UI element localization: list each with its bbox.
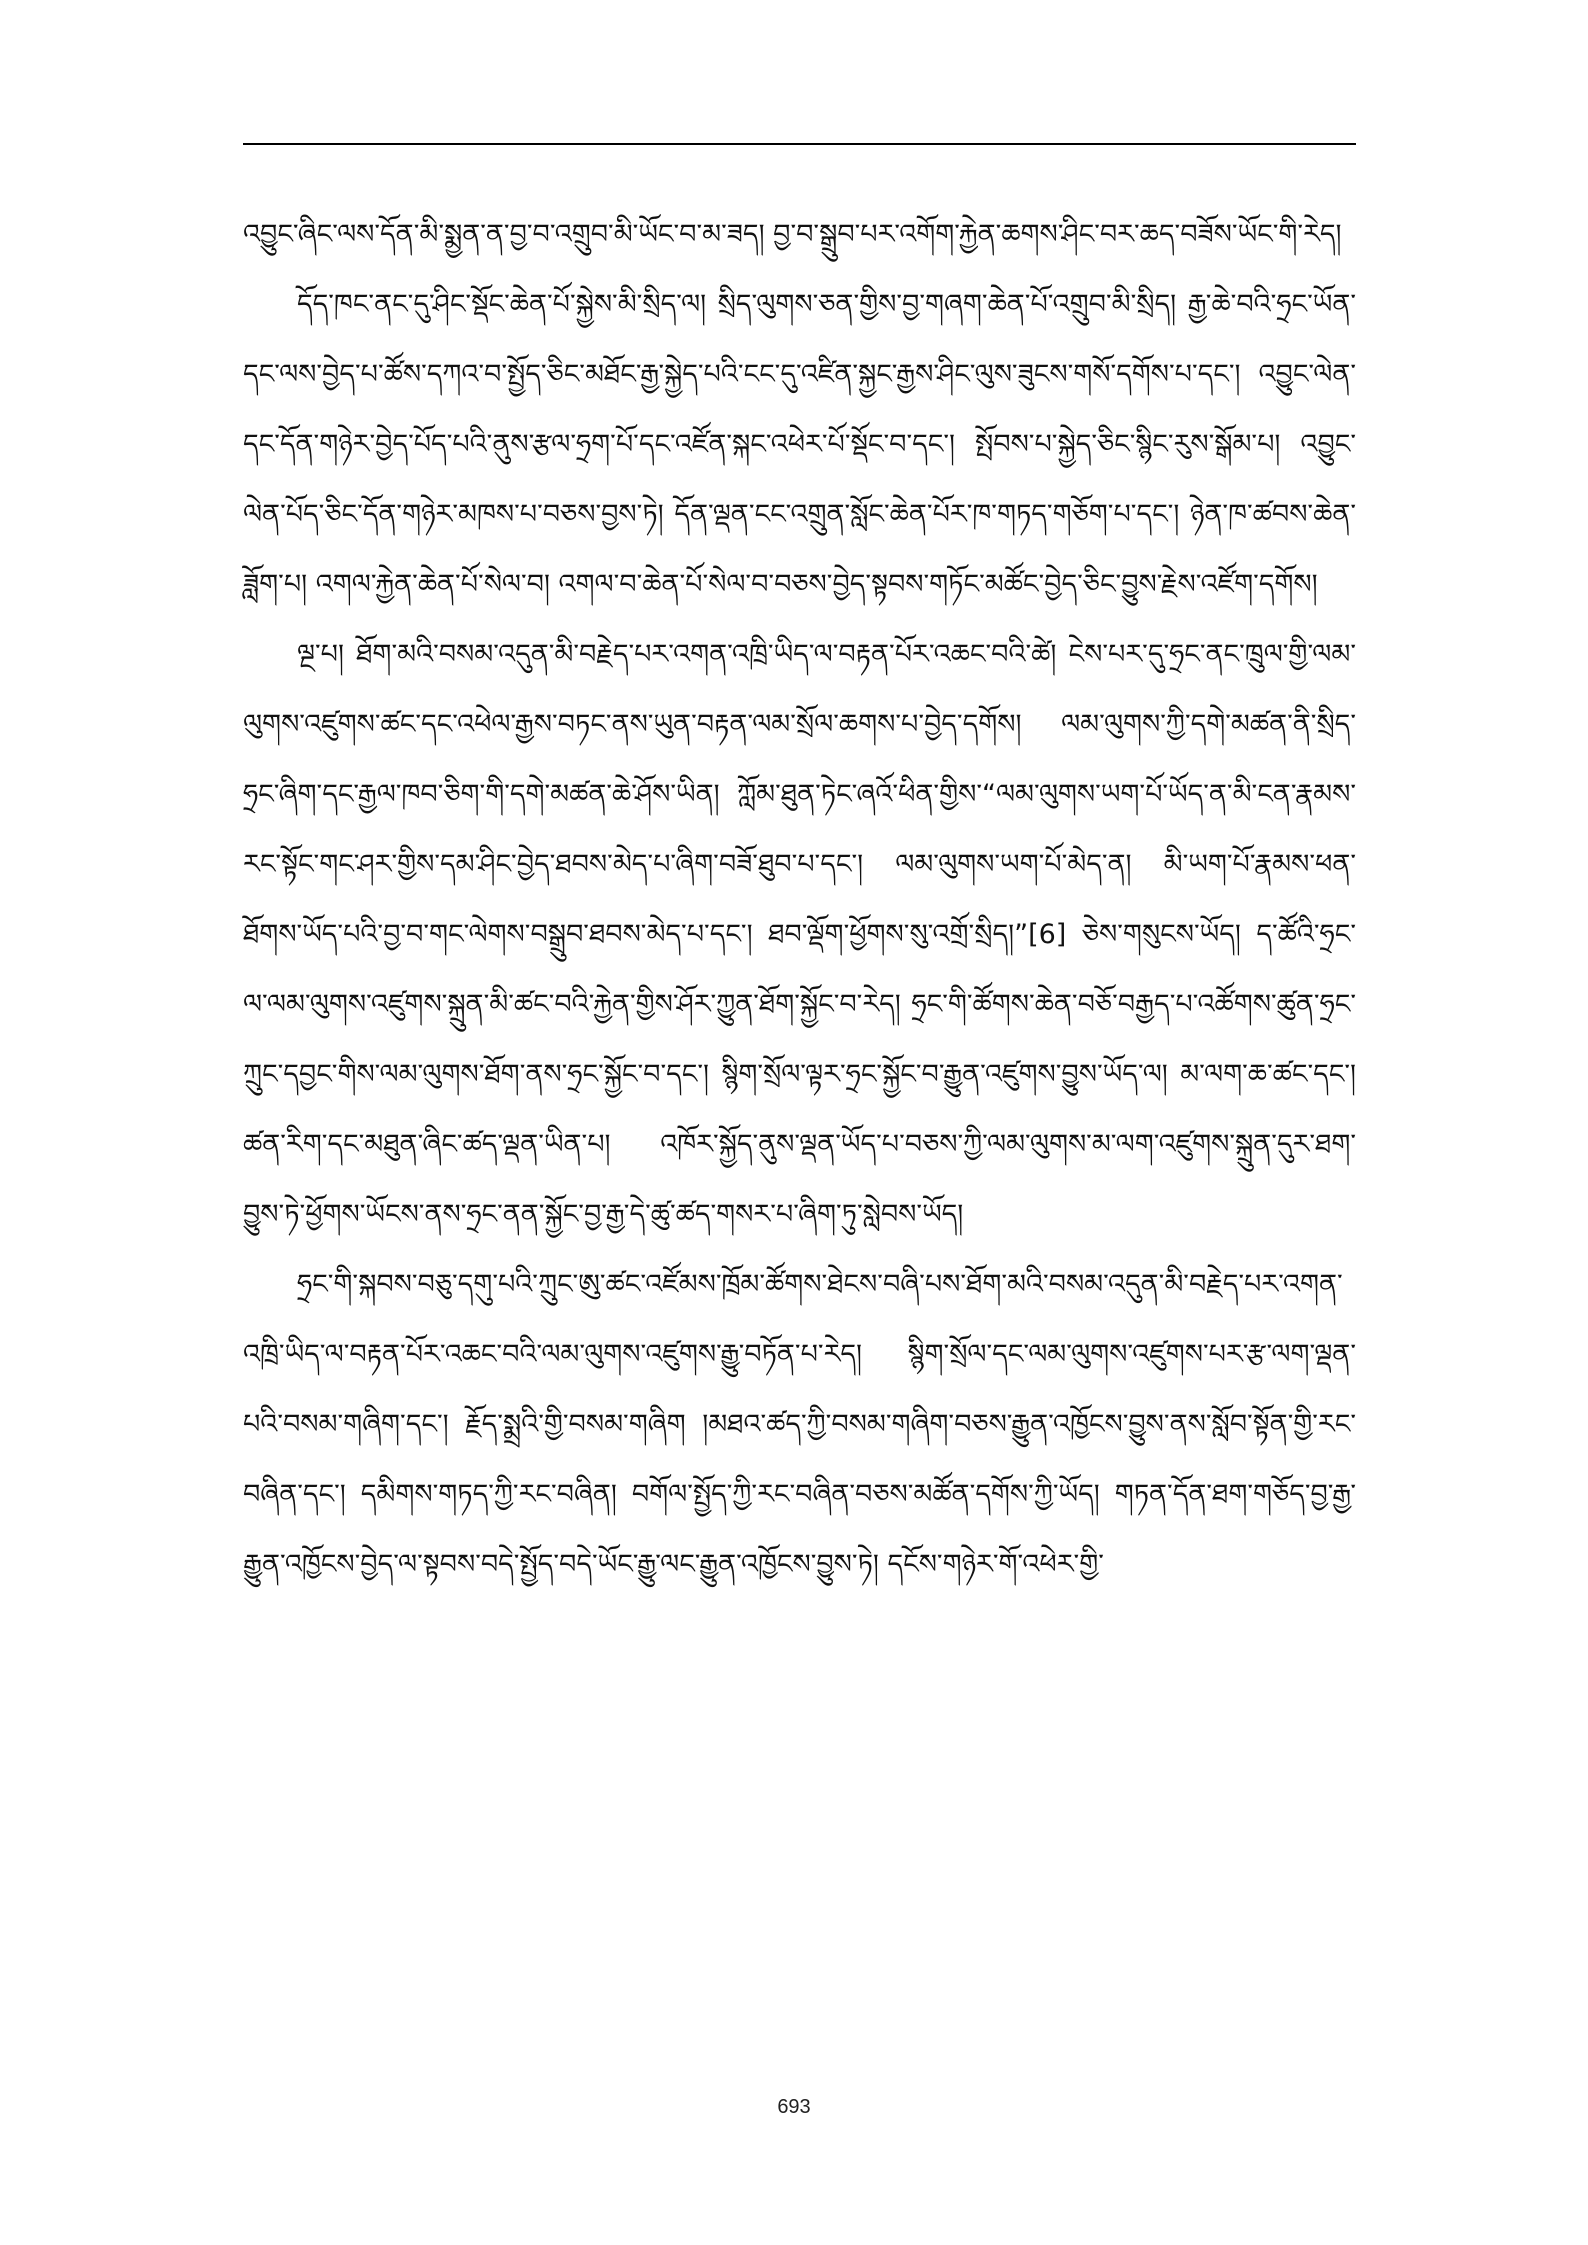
header-rule [243,143,1356,145]
page-number: 693 [777,2096,811,2118]
paragraph: དོད་ཁང་ནང་དུ་ཤིང་སྡོང་ཆེན་པོ་སྐྱེས་མི་སྲིད་ལ། སྲིད་ལུགས་ཅན་གྱིས་བྱ་གཞག་ཆེན་པོ་འགྲུབ་མི་སྲིད། རྒྱ་ཆེ་བའི་ཧྲང་ཡོན་དང་ལས་བྱེད་པ་ཚོས་དཀའ་བ་སྤྱོད་ཅིང་མཐོང་རྒྱ་སྐྱེད་པའི་ངང་དུ་འཛིན་སྐྱང་རྒྱས་ཤིང་ལུས་ཟུངས་གསོ་དགོས་པ་དང་། འབྱུང་ལེན་དང་དོན་གཉེར་བྱེད་པོད་པའི་ནུས་རྩལ་ཧྲག་པོ་དང་འཛོན་སྐང་འཕེར་པོ་སྡོང་བ་དང་། སྤོབས་པ་སྐྱེད་ཅིང་སྙིང་རུས་སྒོམ་པ། འབྱུང་ལེན་པོད་ཅིང་དོན་གཉེར་མཁས་པ་བཅས་བྱས་ཏེ། དོན་ལྡན་ངང་འགྲུན་སློང་ཆེན་པོར་ཁ་གཏད་གཅོག་པ་དང་། ཉེན་ཁ་ཚབས་ཆེན་ཟློག་པ། འགལ་རྐྱེན་ཆེན་པོ་སེལ་བ། འགལ་བ་ཆེན་པོ་སེལ་བ་བཅས་བྱེད་སྟབས་གཏོང་མཚོང་བྱེད་ཅིང་བྱུས་རྗེས་འཛོག་དགོས། [243,289,1356,600]
paragraph-continued: འབྱུང་ཞིང་ལས་དོན་མི་སྨྱན་ན་བྱ་བ་འགྲུབ་མི་ཡོང་བ་མ་ཟད། བྱ་བ་སྒྲུབ་པར་འགོག་རྐྱེན་ཆགས་ཤིང་བར་ཆད་བཟོས་ཡོང་གི་རེད། [243,219,1342,250]
paragraph: ལྔ་པ། ཐོག་མའི་བསམ་འདུན་མི་བརྗེད་པར་འགན་འཁྲི་ཡིད་ལ་བརྟན་པོར་འཆང་བའི་ཚེ། ངེས་པར་དུ་ཧྲང་ནང་ཁྲུལ་གྱི་ལམ་ལུགས་འཛུགས་ཚང་དང་འཕེལ་རྒྱས་བཏང་ནས་ཡུན་བརྟན་ལམ་སྲོལ་ཆགས་པ་བྱེད་དགོས། ལམ་ལུགས་ཀྱི་དགེ་མཚན་ནི་སྲིད་ཧྲང་ཞིག་དང་རྒྱལ་ཁབ་ཅིག་གི་དགེ་མཚན་ཆེ་ཤོས་ཡིན། ཀློམ་ཐུན་ཏེང་ཞའོ་ཕིན་གྱིས་“ལམ་ལུགས་ཡག་པོ་ཡོད་ན་མི་ངན་རྣམས་རང་སྟོང་གང་ཤར་གྱིས་དམ་ཤིང་བྱེད་ཐབས་མེད་པ་ཞིག་བཟོ་ཐུབ་པ་དང་། ལམ་ལུགས་ཡག་པོ་མེད་ན། མི་ཡག་པོ་རྣམས་ཕན་ཐོགས་ཡོད་པའི་བྱ་བ་གང་ལེགས་བསྒྲུབ་ཐབས་མེད་པ་དང་། ཐབ་ལྡོག་ཕྱོགས་སུ་འགྲོ་སྲིད།”[6] ཅེས་གསུངས་ཡོད། ད་ཚོའི་ཧྲང་ལ་ལམ་ལུགས་འཛུགས་སྐྲུན་མི་ཚང་བའི་རྐྱེན་གྱིས་ཤོར་ཀྱུན་ཐོག་སྐྱོང་བ་རེད། ཧྲང་གི་ཚོགས་ཆེན་བཅོ་བརྒྱད་པ་འཚོགས་ཚུན་ཧྲང་ཀྲུང་དབྱང་གིས་ལམ་ལུགས་ཐོག་ནས་ཧྲང་སྐྱོང་བ་དང་། སྙིག་སྲོལ་ལྟར་ཧྲང་སྐྱོང་བ་རྒྱུན་འཛུགས་བྱུས་ཡོད་ལ། མ་ལག་ཆ་ཚང་དང་། ཚན་རིག་དང་མཐུན་ཞིང་ཚད་ལྡན་ཡིན་པ། འཁོར་སྐྱོད་ནུས་ལྡན་ཡོད་པ་བཅས་ཀྱི་ལམ་ལུགས་མ་ལག་འཛུགས་སྐྲུན་དུར་ཐག་བྱུས་ཏེ་ཕྱོགས་ཡོངས་ནས་ཧྲང་ནན་སྐྱོང་བྱ་རྒྱ་དེ་ཚུ་ཚད་གསར་པ་ཞིག་ཏུ་སླེབས་ཡོད། [243,639,1356,1230]
paragraph: ཧྲང་གི་སྐབས་བཅུ་དགུ་པའི་ཀྲུང་ཨུ་ཚང་འཛོམས་ཁྲོམ་ཚོགས་ཐེངས་བཞི་པས་ཐོག་མའི་བསམ་འདུན་མི་བརྗེད་པར་འགན་འཁྲི་ཡིད་ལ་བརྟན་པོར་འཆང་བའི་ལམ་ལུགས་འཛུགས་རྒྱུ་བཏོན་པ་རེད། སྙིག་སྲོལ་དང་ལམ་ལུགས་འཛུགས་པར་རྩ་ལག་ལྡན་པའི་བསམ་གཞིག་དང་། རྗོད་སྨྲའི་གྱི་བསམ་གཞིག །མཐའ་ཚད་ཀྱི་བསམ་གཞིག་བཅས་རྒྱུན་འཁྱོངས་བྱུས་ནས་སློབ་སྟོན་གྱི་རང་བཞིན་དང་། དམིགས་གཏད་ཀྱི་རང་བཞིན། བགོལ་སྤྱོད་ཀྱི་རང་བཞིན་བཅས་མཚོན་དགོས་ཀྱི་ཡོད། གཏན་དོན་ཐག་གཅོད་བྱ་རྒྱ་རྒྱུན་འཁྱོངས་བྱེད་ལ་སྟབས་བདེ་སྤྱོད་བདེ་ཡོང་རྒྱུ་ལང་རྒྱུན་འཁྱོངས་བྱུས་ཏེ། དངོས་གཉེར་གོ་འཕེར་གྱི་ [243,1269,1356,1580]
body-text [243,200,1356,1600]
